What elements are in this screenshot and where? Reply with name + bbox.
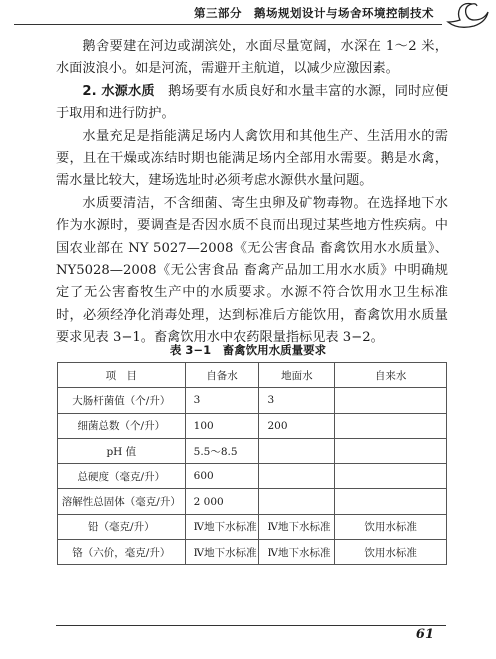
swan-logo-icon bbox=[444, 0, 490, 30]
table-cell bbox=[335, 388, 447, 413]
table-cell bbox=[335, 438, 447, 463]
table-cell: Ⅳ地下水标准 bbox=[185, 514, 259, 539]
table-cell: pH 值 bbox=[58, 438, 186, 463]
table-cell: 溶解性总固体（毫克/升） bbox=[58, 489, 186, 514]
table-caption: 表 3−1 畜禽饮用水质量要求 bbox=[169, 343, 327, 357]
table-cell bbox=[259, 464, 335, 489]
body-text bbox=[56, 36, 448, 350]
table-cell: 总硬度（毫克/升） bbox=[58, 464, 186, 489]
table-cell: 饮用水标准 bbox=[335, 540, 447, 565]
column-header: 项 目 bbox=[58, 363, 186, 388]
table-header-row bbox=[58, 363, 447, 388]
paragraph: 2. 水源水质 鹅场要有水质良好和水量丰富的水源，同时应便于取用和进行防护。 bbox=[56, 83, 449, 122]
table-cell: 铅（毫克/升） bbox=[58, 514, 186, 539]
table-row bbox=[58, 489, 447, 514]
header-title: 第三部分 鹅场规划设计与场舍环境控制技术 bbox=[194, 6, 434, 20]
table-cell bbox=[259, 489, 335, 514]
table-cell bbox=[259, 438, 335, 463]
table-row bbox=[58, 438, 447, 463]
table-cell: 100 bbox=[185, 413, 259, 438]
table-cell: 2 000 bbox=[185, 489, 259, 514]
table-row bbox=[58, 540, 447, 565]
table-cell: 3 bbox=[185, 388, 259, 413]
table-cell bbox=[335, 413, 447, 438]
table-cell: 饮用水标准 bbox=[335, 514, 447, 539]
section-heading: 2. 水源水质 bbox=[82, 83, 155, 99]
running-header bbox=[0, 0, 496, 26]
table-cell: 铬（六价，毫克/升） bbox=[58, 540, 186, 565]
table-cell bbox=[335, 464, 447, 489]
table-cell: Ⅳ地下水标准 bbox=[185, 540, 259, 565]
paragraph: 水量充足是指能满足场内人禽饮用和其他生产、生活用水的需要，且在干燥或冻结时期也能满足场内全部用水需要。鹅是水禽，需水量比较大，建场选址时必须考虑水源供水量问题。 bbox=[56, 128, 448, 189]
column-header: 自来水 bbox=[335, 363, 447, 388]
table-cell: 200 bbox=[259, 413, 335, 438]
table-cell: 600 bbox=[185, 464, 259, 489]
table-row bbox=[58, 464, 447, 489]
table-cell: 大肠杆菌值（个/升） bbox=[58, 388, 186, 413]
table-cell: 细菌总数（个/升） bbox=[58, 413, 186, 438]
table-row bbox=[58, 514, 447, 539]
table-row bbox=[58, 388, 447, 413]
table-cell: Ⅳ地下水标准 bbox=[259, 514, 335, 539]
header-rule bbox=[14, 24, 442, 25]
paragraph: 水质要清洁，不含细菌、寄生虫卵及矿物毒物。在选择地下水作为水源时，要调查是否因水质不良而出现过某些地方性疾病。中国农业部在 NY 5027—2008《无公害食品 畜禽饮用水水质量》、NY5028—2008《无公害食品 畜禽产品加工用水水质》中明确规定了无公害畜牧生产中的水质要求。水源不符合饮用水卫生标准时，必须经净化消毒处理，达到标准后方能饮用，畜禽饮用水质量要求见表 3−1。畜禽饮用水中农药限量指标见表 3−2。 bbox=[56, 195, 448, 346]
column-header: 自备水 bbox=[185, 363, 259, 388]
column-header: 地面水 bbox=[259, 363, 335, 388]
page-number: 61 bbox=[415, 627, 434, 642]
table-cell: 3 bbox=[259, 388, 335, 413]
table-cell: Ⅳ地下水标准 bbox=[259, 540, 335, 565]
table-row bbox=[58, 413, 447, 438]
paragraph: 鹅舍要建在河边或湖滨处，水面尽量宽阔，水深在 1～2 米，水面波浪小。如是河流，需避开主航道，以减少应激因素。 bbox=[56, 39, 448, 77]
water-quality-table bbox=[57, 362, 447, 565]
footer-rule bbox=[56, 625, 446, 626]
table-cell bbox=[335, 489, 447, 514]
table-cell: 5.5～8.5 bbox=[185, 438, 259, 463]
